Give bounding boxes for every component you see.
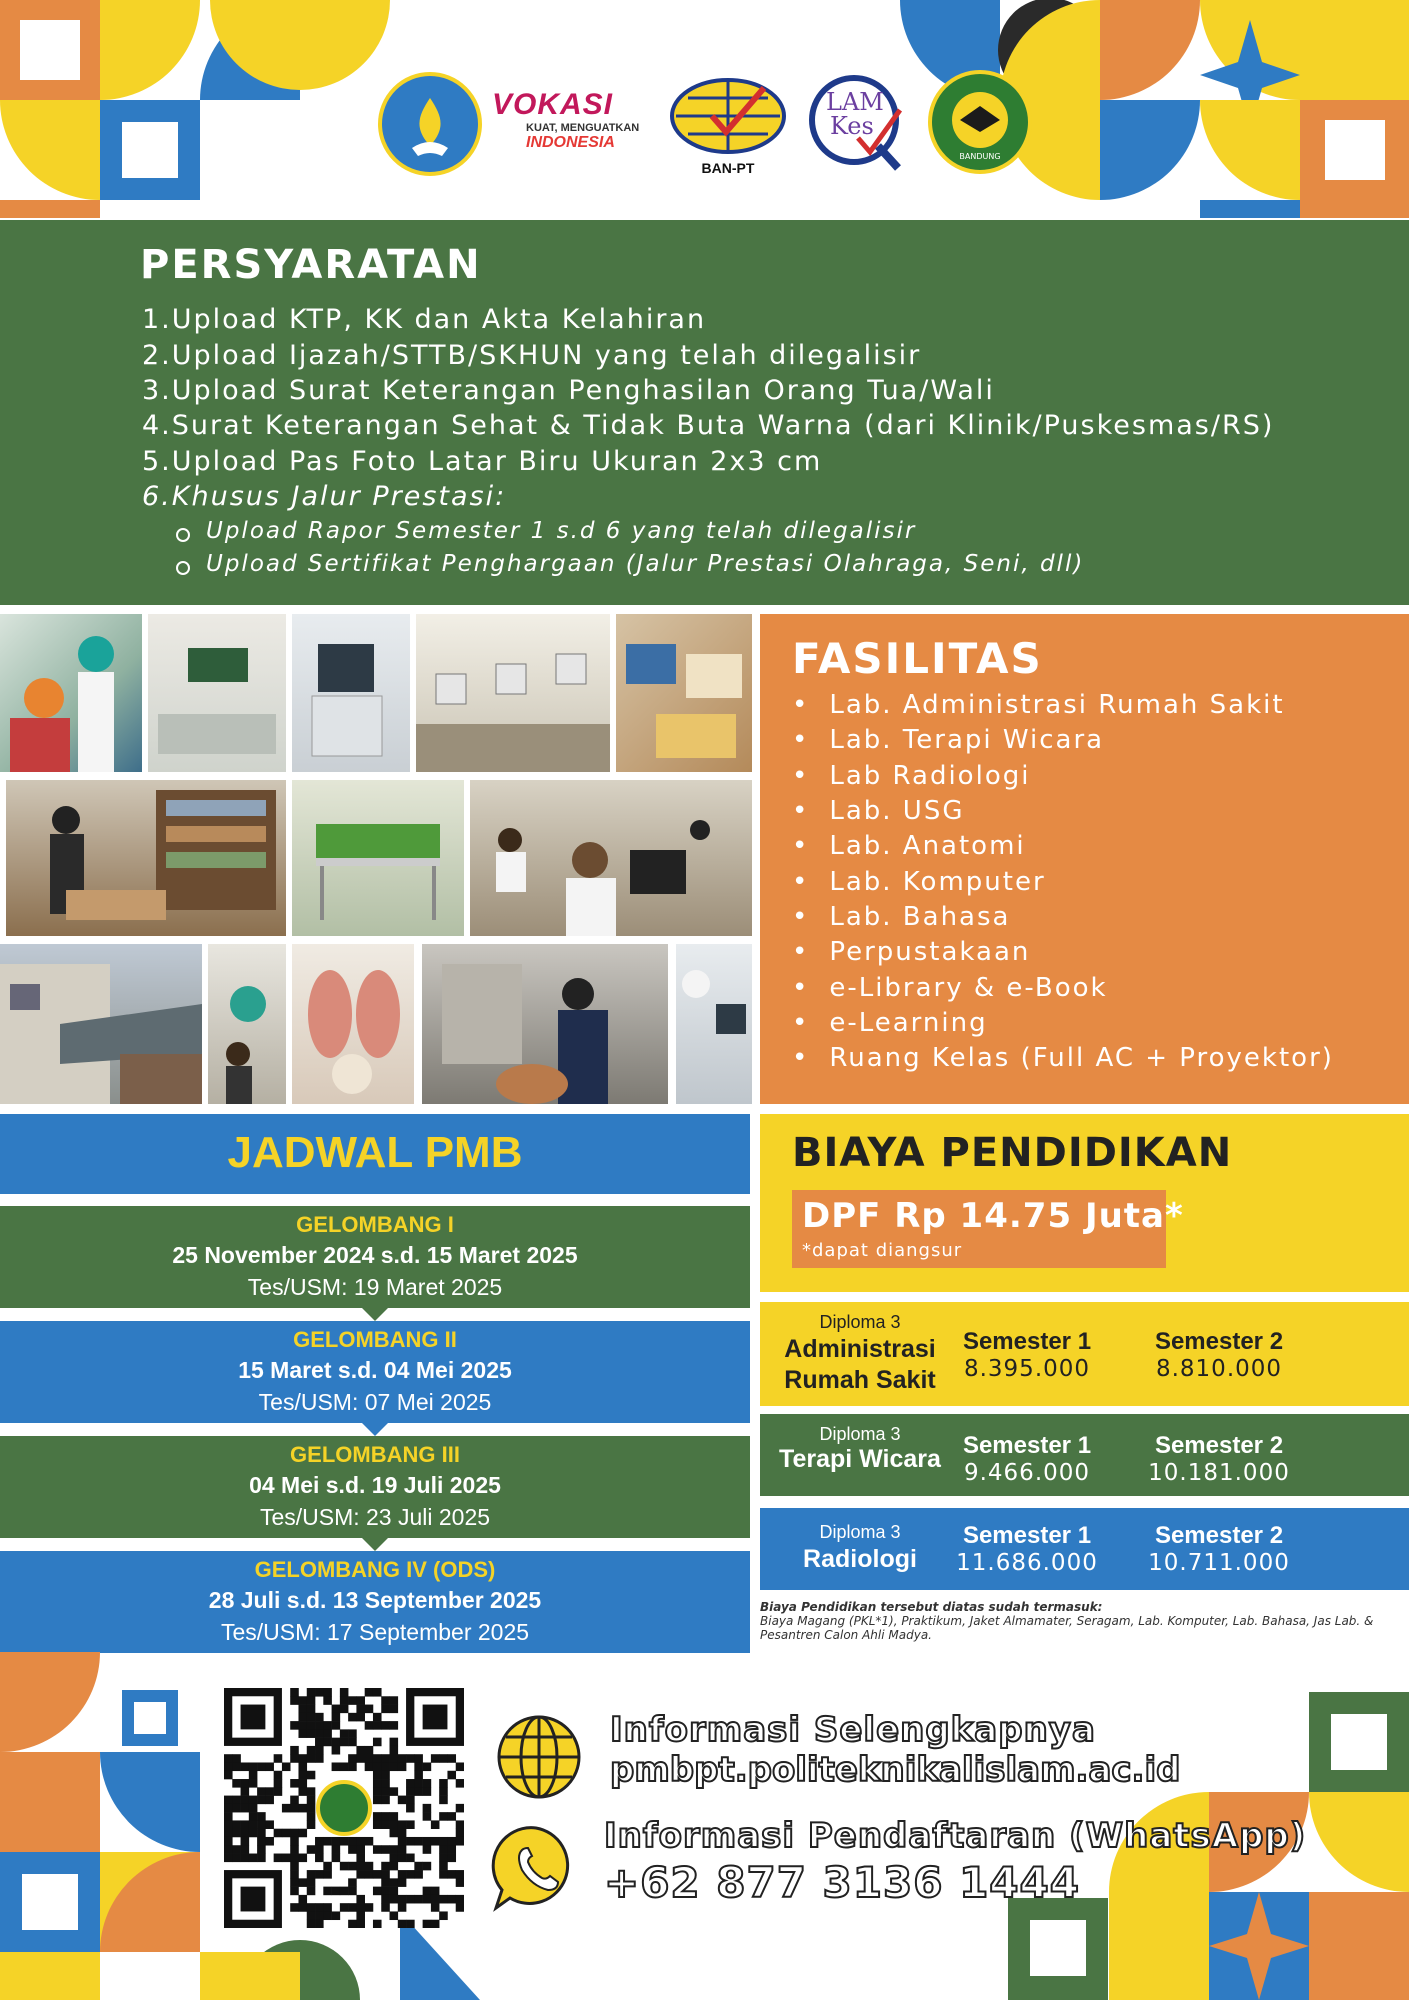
politeknik-logo-label: BANDUNG [959,152,1001,161]
facility-item: • e-Learning [792,1008,988,1038]
program-fee-row [760,1508,1409,1590]
vokasi-logo-sub: KUAT, MENGUATKAN [526,122,640,134]
requirement-item: 1.Upload KTP, KK dan Akta Kelahiran [142,304,707,335]
schedule-title: JADWAL PMB [227,1128,523,1177]
facility-item: • e-Library & e-Book [792,973,1108,1003]
ban-pt-label: BAN-PT [701,160,755,176]
program-name: Terapi Wicara [779,1445,941,1473]
wave-name: GELOMBANG III [290,1442,460,1467]
semester-2-fee: 8.810.000 [1155,1356,1283,1382]
semester-2-label: Semester 2 [1154,1328,1284,1355]
photo-classroom-board [148,614,286,772]
facility-item: • Lab. Administrasi Rumah Sakit [792,690,1285,720]
program-name: Administrasi [784,1335,936,1363]
tut-wuri-emblem-icon [382,76,478,172]
footer-section [0,1652,1409,2000]
dpf-amount: DPF Rp 14.75 Juta* [802,1196,1184,1236]
vokasi-logo [492,88,652,168]
requirement-item: 6.Khusus Jalur Prestasi: [142,481,507,512]
globe-icon [494,1712,584,1802]
schedule-wave-3 [0,1436,750,1538]
semester-1-fee: 9.466.000 [963,1460,1091,1486]
program-level: Diploma 3 [819,1424,901,1444]
info-url-link[interactable]: pmbpt.politeknikalislam.ac.id [610,1750,1181,1790]
photo-ultrasound-room [676,944,752,1104]
ban-pt-logo [668,76,788,176]
wave-test-date: Tes/USM: 19 Maret 2025 [247,1274,503,1300]
photo-hospital-bed [292,780,464,936]
photo-speech-therapy-toys [616,614,752,772]
photo-ultrasound-machine [292,614,410,772]
dpf-note: *dapat diangsur [802,1240,963,1261]
facility-item: • Lab. Komputer [792,867,1046,897]
program-name-line2: Rumah Sakit [784,1366,936,1394]
photo-anatomy-models [292,944,414,1104]
program-level: Diploma 3 [819,1312,901,1332]
requirement-item: 2.Upload Ijazah/STTB/SKHUN yang telah dilegalisir [142,340,922,371]
facility-item: • Lab. Anatomi [792,831,1026,861]
semester-2-fee: 10.711.000 [1148,1550,1290,1576]
requirement-sub-text: Upload Sertifikat Penghargaan (Jalur Prestasi Olahraga, Seni, dll) [206,551,1085,577]
photo-language-lab [416,614,610,772]
lam-kes-sub: Kes [830,112,874,140]
ban-pt-globe-icon [668,76,788,156]
facility-item: • Ruang Kelas (Full AC + Proyektor) [792,1043,1334,1073]
wave-arrow-icon [362,1538,388,1551]
facility-item: • Lab Radiologi [792,761,1030,791]
facility-item: • Lab. USG [792,796,964,826]
semester-2-label: Semester 2 [1154,1522,1284,1549]
dpf-badge [792,1190,1184,1268]
photo-campus-building [0,944,202,1104]
semester-2-fee: 10.181.000 [1148,1460,1290,1486]
info-title: Informasi Selengkapnya [610,1710,1096,1750]
fees-inclusion-note [760,1600,1400,1642]
vokasi-logo-text: VOKASI [492,88,614,121]
wave-dates: 25 November 2024 s.d. 15 Maret 2025 [172,1242,578,1268]
facility-item: • Lab. Bahasa [792,902,1010,932]
schedule-wave-1 [0,1206,750,1308]
photo-reception [208,944,286,1104]
semester-2-label: Semester 2 [1154,1432,1284,1459]
fees-title: BIAYA PENDIDIKAN [792,1130,1233,1176]
wave-test-date: Tes/USM: 17 September 2025 [220,1619,530,1645]
wave-dates: 28 Juli s.d. 13 September 2025 [208,1587,542,1613]
photo-computer-lab [470,780,752,936]
qr-code-pattern [224,1688,464,1928]
facility-item: • Perpustakaan [792,937,1030,967]
wave-dates: 15 Maret s.d. 04 Mei 2025 [238,1357,512,1383]
wave-arrow-icon [362,1308,388,1321]
program-level: Diploma 3 [819,1522,901,1542]
photo-radiology-lab [422,944,668,1104]
wave-name: GELOMBANG II [293,1327,457,1352]
semester-1-label: Semester 1 [962,1522,1092,1549]
wave-test-date: Tes/USM: 07 Mei 2025 [258,1389,492,1415]
semester-1-fee: 11.686.000 [956,1550,1098,1576]
fees-section [760,1114,1409,1292]
program-fee-row [760,1302,1409,1406]
wave-name: GELOMBANG I [296,1212,454,1237]
requirements-title: PERSYARATAN [140,242,482,288]
photo-health-check [0,614,142,772]
fees-note-title: Biaya Pendidikan tersebut diatas sudah termasuk: [760,1600,1103,1614]
wave-name: GELOMBANG IV (ODS) [254,1557,496,1582]
semester-1-label: Semester 1 [962,1432,1092,1459]
requirements-section [0,220,1409,605]
facilities-title: FASILITAS [792,634,1043,683]
requirement-item: 3.Upload Surat Keterangan Penghasilan Orang Tua/Wali [142,375,995,406]
requirement-sub-item [180,518,916,544]
requirement-item: 5.Upload Pas Foto Latar Biru Ukuran 2x3 cm [142,446,823,477]
politeknik-al-islam-logo [928,70,1032,174]
fees-note-body: Biaya Magang (PKL*1), Praktikum, Jaket Almamater, Seragam, Lab. Komputer, Lab. Bahasa, Jas Lab. & Pesantren Calon Ahli Madya. [760,1614,1374,1642]
semester-1-fee: 8.395.000 [963,1356,1091,1382]
header-banner [0,0,1409,218]
requirement-sub-item [180,551,1084,577]
vokasi-logo-sub2: INDONESIA [526,134,615,151]
wave-test-date: Tes/USM: 23 Juli 2025 [259,1504,491,1530]
facility-item: • Lab. Terapi Wicara [792,725,1104,755]
schedule-header [0,1114,750,1194]
requirement-sub-text: Upload Rapor Semester 1 s.d 6 yang telah dilegalisir [206,518,917,544]
schedule-wave-4 [0,1551,750,1653]
program-name: Radiologi [803,1545,917,1573]
whatsapp-title: Informasi Pendaftaran (WhatsApp) [604,1816,1307,1856]
qr-code[interactable] [224,1688,464,1928]
tut-wuri-handayani-logo [378,72,482,176]
wave-dates: 04 Mei s.d. 19 Juli 2025 [249,1472,501,1498]
whatsapp-number-link[interactable]: +62 877 3136 1444 [604,1858,1080,1907]
facilities-section [760,614,1409,1104]
semester-1-label: Semester 1 [962,1328,1092,1355]
photo-library [6,780,286,936]
schedule-wave-2 [0,1321,750,1423]
requirement-item: 4.Surat Keterangan Sehat & Tidak Buta Warna (dari Klinik/Puskesmas/RS) [142,410,1275,441]
whatsapp-icon[interactable] [488,1820,584,1916]
program-fee-row [760,1414,1409,1496]
wave-arrow-icon [362,1423,388,1436]
lam-kes-logo [806,72,904,172]
lam-kes-label: LAM [826,88,884,116]
